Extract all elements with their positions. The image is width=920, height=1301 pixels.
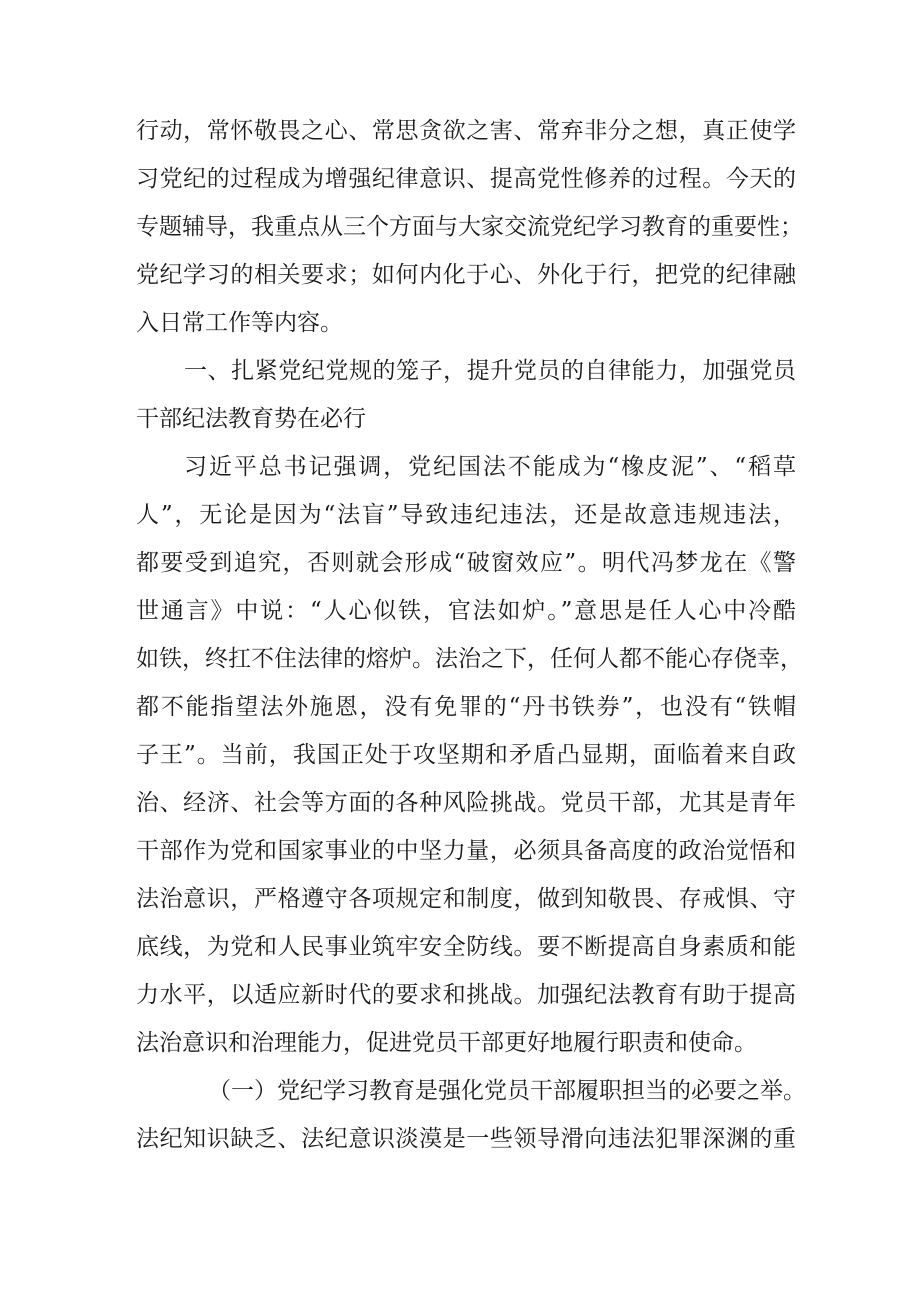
section-heading-line: 干部纪法教育势在必行 (136, 406, 366, 432)
text-line: 人”，无论是因为“法盲”导致违纪违法，还是故意违规违法， (136, 502, 796, 528)
text-line: 力水平，以适应新时代的要求和挑战。加强纪法教育有助于提高 (136, 982, 796, 1008)
text-line: 行动，常怀敬畏之心、常思贪欲之害、常弃非分之想，真正使学 (136, 118, 796, 144)
section-heading-line: 一、扎紧党纪党规的笼子，提升党员的自律能力，加强党员 (184, 358, 796, 384)
text-line: 如铁，终扛不住法律的熔炉。法治之下，任何人都不能心存侥幸， (136, 646, 803, 672)
text-line: 习近平总书记强调，党纪国法不能成为“橡皮泥”、“稻草 (184, 454, 796, 480)
text-line: 都不能指望法外施恩，没有免罪的“丹书铁券”，也没有“铁帽 (136, 694, 796, 720)
subsection-heading-line: （一）党纪学习教育是强化党员干部履职担当的必要之举。 (208, 1078, 806, 1104)
text-line: 专题辅导，我重点从三个方面与大家交流党纪学习教育的重要性； (136, 214, 803, 240)
text-line: 法治意识，严格遵守各项规定和制度，做到知敬畏、存戒惧、守 (136, 886, 796, 912)
text-line: 法治意识和治理能力，促进党员干部更好地履行职责和使命。 (136, 1030, 757, 1056)
text-line: 法纪知识缺乏、法纪意识淡漠是一些领导滑向违法犯罪深渊的重 (136, 1126, 796, 1152)
text-line: 都要受到追究，否则就会形成“破窗效应”。明代冯梦龙在《警 (136, 550, 796, 576)
text-line: 习党纪的过程成为增强纪律意识、提高党性修养的过程。今天的 (136, 166, 796, 192)
text-line: 治、经济、社会等方面的各种风险挑战。党员干部，尤其是青年 (136, 790, 796, 816)
text-line: 子王”。当前，我国正处于攻坚期和矛盾凸显期，面临着来自政 (136, 742, 796, 768)
text-line: 底线，为党和人民事业筑牢安全防线。要不断提高自身素质和能 (136, 934, 796, 960)
text-line: 世通言》中说：“人心似铁，官法如炉。”意思是任人心中冷酷 (136, 598, 796, 624)
text-line: 党纪学习的相关要求；如何内化于心、外化于行，把党的纪律融 (136, 262, 796, 288)
text-line: 入日常工作等内容。 (136, 310, 343, 336)
text-line: 干部作为党和国家事业的中坚力量，必须具备高度的政治觉悟和 (136, 838, 796, 864)
